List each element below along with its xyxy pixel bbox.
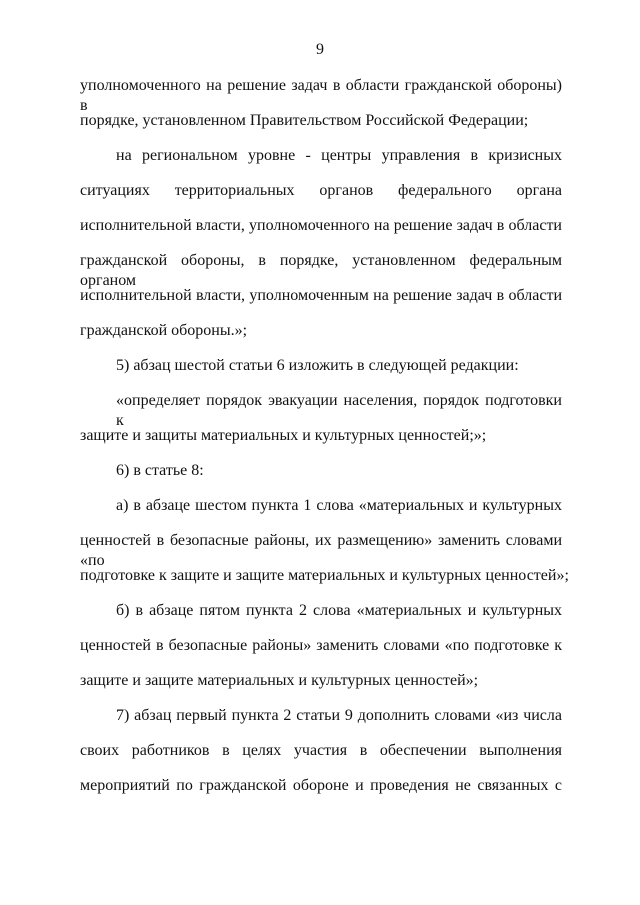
text-line: гражданской обороны, в порядке, установленном федеральным органом	[80, 252, 562, 289]
page-number: 9	[316, 41, 324, 58]
text-line: защите и защиты материальных и культурных ценностей;»;	[80, 427, 487, 444]
text-line: исполнительной власти, уполномоченным на решение задач в области	[80, 287, 562, 304]
text-line: ценностей в безопасные районы» заменить словами «по подготовке к	[80, 637, 562, 654]
text-line: «определяет порядок эвакуации населения, порядок подготовки к	[116, 392, 562, 429]
text-line: на региональном уровне - центры управления в кризисных	[116, 147, 562, 164]
text-line: подготовке к защите и защите материальных и культурных ценностей»;	[80, 567, 569, 584]
text-line: 7) абзац первый пункта 2 статьи 9 дополнить словами «из числа	[116, 707, 562, 724]
text-line: уполномоченного на решение задач в области гражданской обороны) в	[80, 77, 562, 114]
text-line: 5) абзац шестой статьи 6 изложить в следующей редакции:	[116, 357, 519, 374]
text-line: 6) в статье 8:	[116, 462, 204, 479]
text-line: исполнительной власти, уполномоченного на решение задач в области	[80, 217, 562, 234]
text-line: мероприятий по гражданской обороне и проведения не связанных с	[80, 777, 562, 794]
text-line: защите и защите материальных и культурных ценностей»;	[80, 672, 479, 689]
text-line: а) в абзаце шестом пункта 1 слова «материальных и культурных	[116, 497, 562, 514]
text-line: ценностей в безопасные районы, их размещению» заменить словами «по	[80, 532, 562, 569]
text-line: гражданской обороны.»;	[80, 322, 248, 339]
text-line: ситуациях территориальных органов федерального органа	[80, 182, 562, 199]
text-line: б) в абзаце пятом пункта 2 слова «материальных и культурных	[116, 602, 562, 619]
text-line: своих работников в целях участия в обеспечении выполнения	[80, 742, 562, 759]
document-body	[80, 76, 569, 811]
text-line: порядке, установленном Правительством Российской Федерации;	[80, 112, 529, 129]
